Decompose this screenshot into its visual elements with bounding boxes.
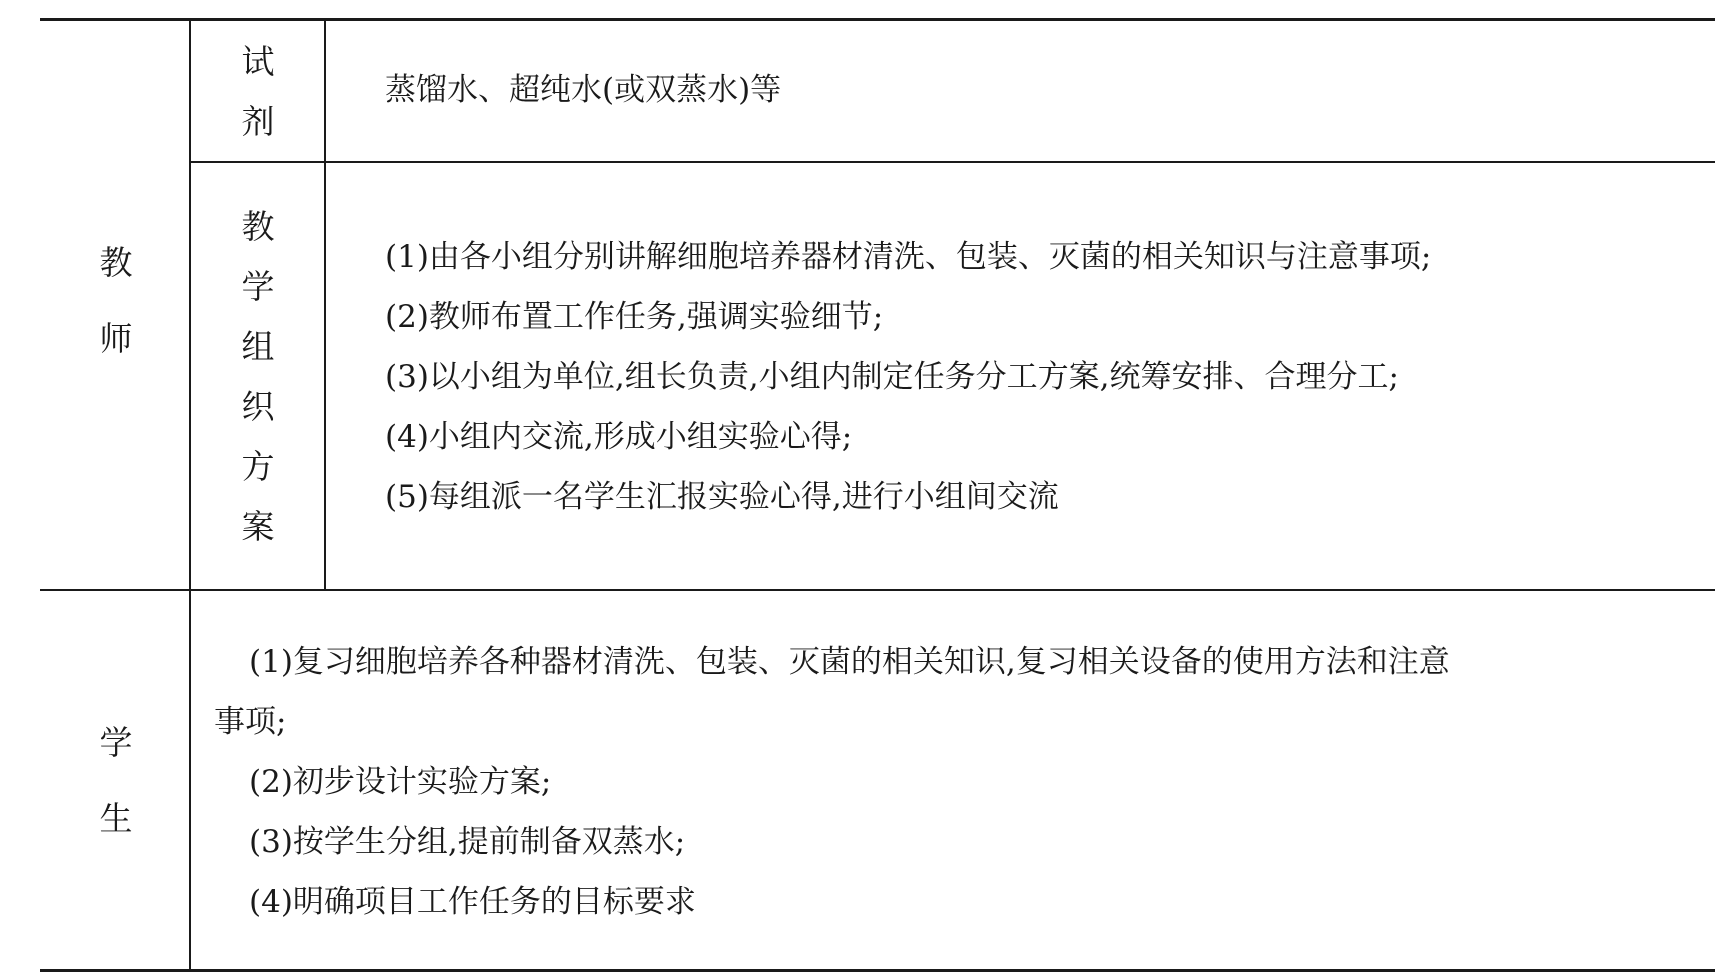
student-item: (3)按学生分组,提前制备双蒸水;: [249, 824, 686, 860]
reagent-label-char: 试: [241, 42, 275, 81]
plan-label-char: 组: [241, 327, 275, 366]
plan-item: (3)以小组为单位,组长负责,小组内制定任务分工方案,统筹安排、合理分工;: [385, 359, 1399, 395]
reagent-content: [385, 60, 781, 120]
label-column-divider: [189, 18, 191, 972]
table-bottom-border: [40, 969, 1715, 972]
student-label-char: 学: [99, 723, 133, 762]
plan-label-char: 案: [241, 507, 275, 546]
student-content: [214, 632, 1450, 932]
teacher-label-char: 教: [99, 243, 133, 282]
plan-label: [234, 207, 282, 546]
plan-item: (5)每组派一名学生汇报实验心得,进行小组间交流: [385, 479, 1059, 515]
teacher-label-char: 师: [99, 319, 133, 358]
teacher-label: [92, 243, 140, 358]
student-item: (1)复习细胞培养各种器材清洗、包装、灭菌的相关知识,复习相关设备的使用方法和注意: [249, 644, 1450, 680]
plan-item: (1)由各小组分别讲解细胞培养器材清洗、包装、灭菌的相关知识与注意事项;: [385, 239, 1432, 275]
student-item: (4)明确项目工作任务的目标要求: [249, 884, 696, 920]
sublabel-column-divider: [324, 18, 326, 590]
plan-label-char: 方: [241, 447, 275, 486]
plan-item: (2)教师布置工作任务,强调实验细节;: [385, 299, 884, 335]
plan-label-char: 织: [241, 387, 275, 426]
student-label-char: 生: [99, 799, 133, 838]
plan-label-char: 学: [241, 267, 275, 306]
reagent-label-char: 剂: [241, 102, 275, 141]
plan-item: (4)小组内交流,形成小组实验心得;: [385, 419, 853, 455]
teacher-student-divider: [40, 589, 1715, 591]
table-top-border: [40, 18, 1715, 21]
student-item: (2)初步设计实验方案;: [249, 764, 552, 800]
student-label: [92, 723, 140, 838]
reagent-row-divider: [190, 161, 1715, 163]
plan-content: [385, 227, 1431, 527]
plan-label-char: 教: [241, 207, 275, 246]
student-item-continuation: 事项;: [214, 704, 287, 740]
reagent-text: 蒸馏水、超纯水(或双蒸水)等: [385, 72, 782, 108]
reagent-label: [234, 42, 282, 141]
